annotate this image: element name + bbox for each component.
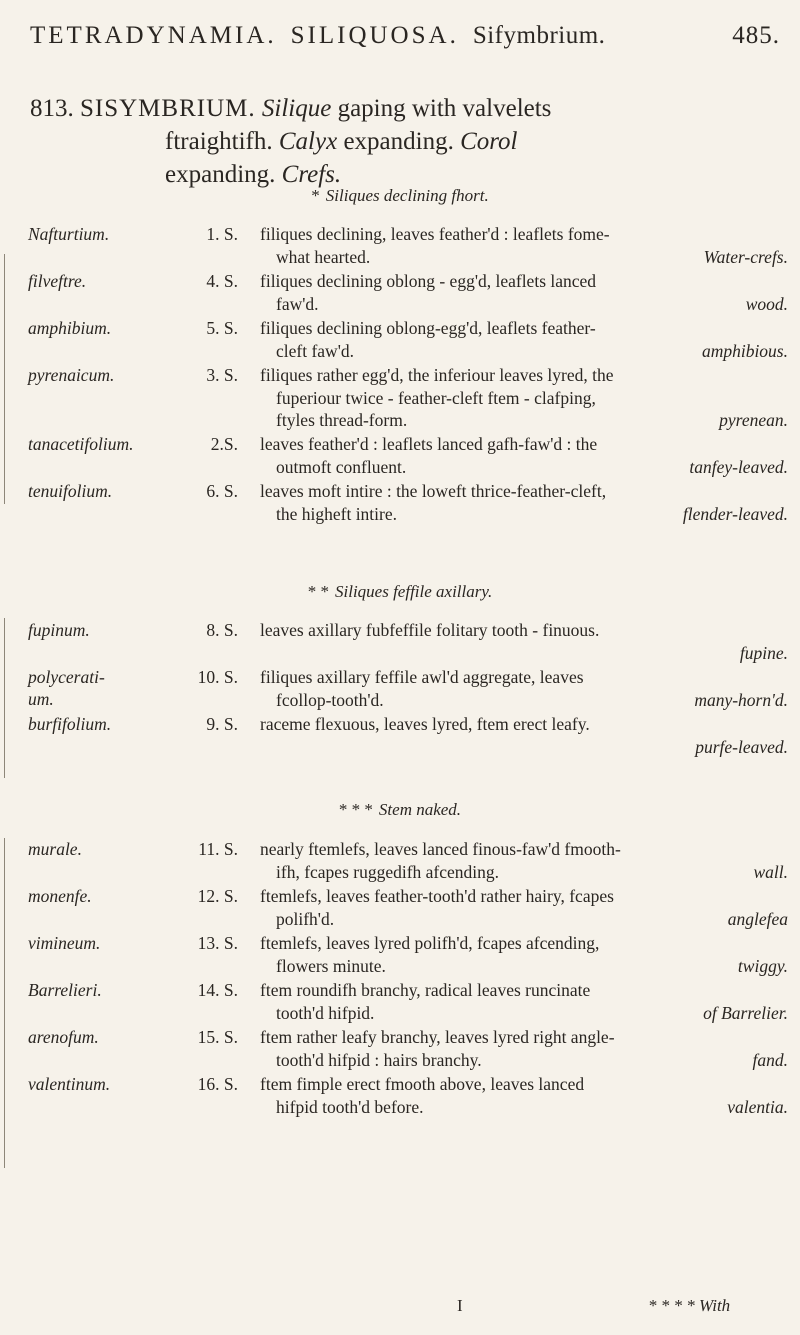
margin-rule (4, 618, 5, 778)
species-number: 2.S. (210, 434, 238, 454)
description-line: leaves moft intire : the loweft thrice-feather-cleft, (260, 481, 607, 501)
genus-number: 813. (30, 95, 74, 122)
genus-english-name: Crefs. (281, 161, 342, 188)
description-line-text: outmoft confluent. (276, 456, 407, 477)
genus-name: SISYMBRIUM. (80, 95, 256, 122)
species-english-name: fupine. (739, 642, 788, 663)
description-line (260, 246, 788, 269)
description-line: ftem fimple erect fmooth above, leaves lanced (260, 1074, 585, 1094)
species-english-name: fand. (752, 1049, 788, 1070)
species-latin-name: amphibium. (28, 318, 112, 338)
section-heading (0, 582, 800, 602)
order-title: SILIQUOSA. (290, 22, 459, 49)
description-line: filiques declining, leaves feather'd : leaflets fome- (260, 224, 610, 244)
species-latin-name: valentinum. (28, 1074, 111, 1094)
species-latin-name: fupinum. (28, 620, 90, 640)
species-english-name: wall. (753, 861, 788, 882)
description-line-text: fcollop-tooth'd. (276, 689, 384, 710)
species-number: 13. S. (197, 933, 238, 953)
description-line: ftemlefs, leaves lyred polifh'd, fcapes afcending, (260, 933, 600, 953)
genus-title: Sifymbrium. (472, 22, 606, 49)
description-line (260, 955, 788, 978)
section-stars: * (311, 186, 320, 205)
description-line-text: hifpid tooth'd before. (276, 1096, 424, 1117)
species-description (260, 317, 788, 362)
genus-text-3: expanding. (343, 128, 454, 155)
section-title: Stem naked. (378, 800, 462, 819)
species-latin-name: murale. (28, 839, 82, 859)
species-english-name: many-horn'd. (694, 689, 788, 710)
margin-rule (4, 838, 5, 1168)
species-description (260, 270, 788, 315)
section-heading (0, 800, 800, 820)
description-line (260, 340, 788, 363)
description-line: filiques declining oblong - egg'd, leaflets lanced (260, 271, 597, 291)
species-description (260, 979, 788, 1024)
description-line-text: ifh, fcapes ruggedifh afcending. (276, 861, 500, 882)
description-line: ftemlefs, leaves feather-tooth'd rather hairy, fcapes (260, 886, 614, 906)
species-english-name: tanfey-leaved. (689, 456, 788, 477)
description-line-text: tooth'd hifpid : hairs branchy. (276, 1049, 482, 1070)
species-number: 15. S. (197, 1027, 238, 1047)
description-line-text: ftyles thread-form. (276, 410, 408, 430)
species-latin-name: filveftre. (28, 271, 87, 291)
description-line: fuperiour twice - feather-cleft ftem - clafping, (276, 387, 596, 408)
description-line (260, 689, 788, 712)
species-description (260, 666, 788, 711)
species-number: 3. S. (206, 365, 238, 385)
species-latin-name: arenofum. (28, 1027, 99, 1047)
margin-rule (4, 254, 5, 504)
species-description (260, 1026, 788, 1071)
description-line-text: cleft faw'd. (276, 340, 354, 361)
species-english-name: purfe-leaved. (695, 736, 788, 757)
species-latin-name: tenuifolium. (28, 481, 113, 501)
description-line-text: what hearted. (276, 246, 371, 267)
species-number: 5. S. (206, 318, 238, 338)
species-english-name: twiggy. (737, 955, 788, 976)
description-line (260, 503, 788, 526)
species-english-name: pyrenean. (719, 410, 788, 430)
page-number: 485. (732, 22, 780, 49)
running-head (30, 22, 780, 50)
species-english-name: wood. (745, 293, 788, 314)
genus-text-2: ftraightifh. (165, 128, 273, 155)
species-number: 14. S. (197, 980, 238, 1000)
description-line (260, 1002, 788, 1025)
description-line (260, 908, 788, 931)
species-number: 9. S. (206, 714, 238, 734)
species-latin-name: tanacetifolium. (28, 434, 134, 454)
species-english-name: flender-leaved. (682, 503, 788, 524)
species-number: 8. S. (206, 620, 238, 640)
species-english-name: valentia. (727, 1096, 788, 1117)
species-latin-name: pyrenaicum. (28, 365, 115, 385)
section-title: Siliques feffile axillary. (335, 582, 493, 601)
genus-term-calyx: Calyx (278, 128, 338, 155)
catchword: * * * * With (648, 1296, 731, 1315)
species-english-name: amphibious. (701, 340, 788, 361)
species-latin-name: polycerati- (28, 667, 105, 687)
genus-description (30, 92, 790, 191)
species-description (260, 480, 788, 525)
species-latin-name-continued: um. (28, 689, 54, 709)
species-description (260, 885, 788, 930)
species-latin-name: monenfe. (28, 886, 92, 906)
species-english-name: of Barrelier. (703, 1002, 788, 1023)
species-english-name: anglefea (727, 908, 788, 929)
description-line (260, 456, 788, 479)
description-line (260, 1096, 788, 1119)
species-description (260, 223, 788, 268)
species-description (260, 619, 788, 664)
species-description (260, 932, 788, 977)
genus-term-silique: Silique (261, 95, 332, 122)
species-number: 11. S. (198, 839, 238, 859)
description-line: leaves feather'd : leaflets lanced gafh-faw'd : the (260, 434, 598, 454)
section-stars: * * (307, 582, 329, 601)
species-latin-name: Nafturtium. (28, 224, 110, 244)
description-line (260, 409, 788, 432)
description-line-text: tooth'd hifpid. (276, 1002, 375, 1023)
description-line-text: flowers minute. (276, 955, 386, 976)
description-line (260, 293, 788, 316)
species-description (260, 364, 788, 432)
species-description (260, 838, 788, 883)
species-number: 16. S. (197, 1074, 238, 1094)
species-description (260, 1073, 788, 1118)
species-latin-name: vimineum. (28, 933, 101, 953)
species-number: 4. S. (206, 271, 238, 291)
description-line-text: the higheft intire. (276, 503, 398, 524)
species-number: 6. S. (206, 481, 238, 501)
description-line: raceme flexuous, leaves lyred, ftem erect leafy. (260, 714, 590, 734)
description-line-text: faw'd. (276, 293, 319, 314)
genus-text-4: expanding. (165, 161, 276, 188)
species-english-name: Water-crefs. (703, 246, 788, 267)
species-number: 10. S. (197, 667, 238, 687)
description-line: ftem roundifh branchy, radical leaves runcinate (260, 980, 591, 1000)
running-head-left (30, 22, 605, 50)
description-line: filiques rather egg'd, the inferiour leaves lyred, the (260, 365, 614, 385)
section-stars: * * * (338, 800, 373, 819)
species-description (260, 433, 788, 478)
section-title: Siliques declining fhort. (325, 186, 489, 205)
description-line (260, 1049, 788, 1072)
description-line: filiques declining oblong-egg'd, leaflets feather- (260, 318, 596, 338)
description-line: filiques axillary feffile awl'd aggregate, leaves (260, 667, 584, 687)
description-line: leaves axillary fubfeffile folitary tooth - finuous. (260, 620, 600, 640)
description-line-text: polifh'd. (276, 908, 335, 929)
species-number: 12. S. (197, 886, 238, 906)
class-title: TETRADYNAMIA. (30, 22, 277, 49)
genus-term-corol: Corol (460, 128, 518, 155)
description-line (260, 861, 788, 884)
section-heading (0, 186, 800, 206)
signature-mark: I (457, 1296, 463, 1315)
genus-text-1: gaping with valvelets (337, 95, 552, 122)
species-description (260, 713, 788, 758)
description-line: ftem rather leafy branchy, leaves lyred right angle- (260, 1027, 615, 1047)
species-latin-name: Barrelieri. (28, 980, 102, 1000)
species-number: 1. S. (206, 224, 238, 244)
description-line: nearly ftemlefs, leaves lanced finous-faw'd fmooth- (260, 839, 621, 859)
species-latin-name: burfifolium. (28, 714, 112, 734)
